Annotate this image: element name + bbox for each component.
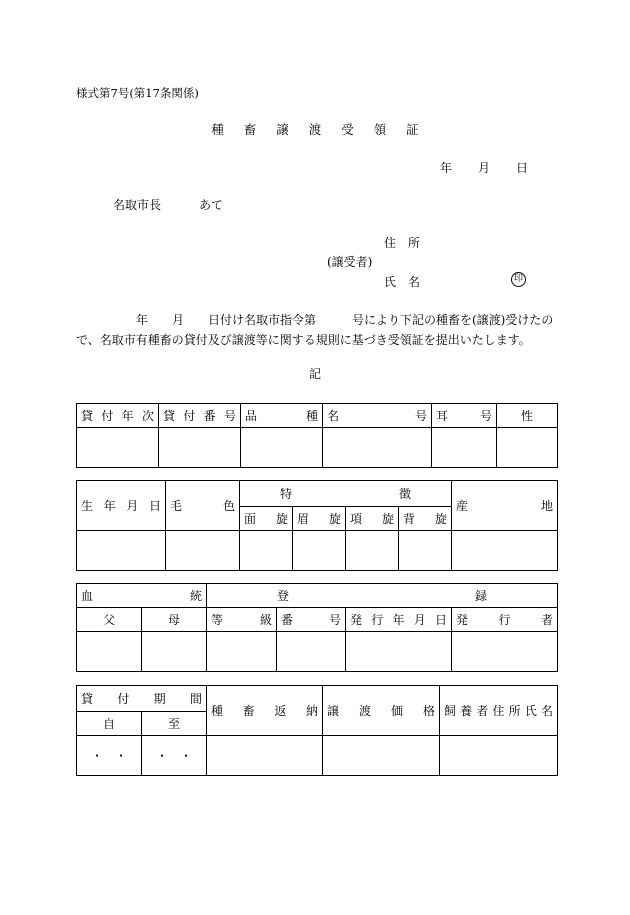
cell-transfer-price[interactable] (323, 736, 440, 776)
header-back-whorl: 背旋 (399, 507, 452, 531)
header-name: 名号 (323, 404, 432, 428)
header-registration: 登録 (207, 584, 558, 608)
name-label: 氏 名 (384, 275, 421, 289)
cell-loan-number[interactable] (159, 428, 241, 468)
cell-birthdate[interactable] (77, 531, 166, 571)
cell-ear-number[interactable] (432, 428, 497, 468)
table-loan-info (76, 403, 558, 468)
table-loan-period (76, 685, 558, 776)
header-keeper: 飼養者住所氏名 (440, 686, 558, 736)
cell-grade[interactable] (207, 632, 277, 672)
cell-neck-whorl[interactable] (346, 531, 399, 571)
body-line-1: 年 月 日付け名取市指令第 号により下記の種畜を(譲渡)受けたの (136, 313, 554, 327)
header-face-whorl: 面旋 (240, 507, 293, 531)
header-dam: 母 (142, 608, 207, 632)
cell-face-whorl[interactable] (240, 531, 293, 571)
cell-back-whorl[interactable] (399, 531, 452, 571)
cell-sex[interactable] (497, 428, 558, 468)
cell-sire[interactable] (77, 632, 142, 672)
table-features (76, 480, 558, 571)
cell-reg-number[interactable] (277, 632, 346, 672)
header-features: 特徴 (240, 481, 452, 507)
cell-to[interactable]: ・ ・ (142, 736, 207, 776)
date-month: 月 (478, 161, 491, 175)
header-brow-whorl: 眉旋 (293, 507, 346, 531)
assignee-label: (譲受者) (327, 255, 373, 269)
cell-origin[interactable] (452, 531, 558, 571)
cell-issue-date[interactable] (346, 632, 452, 672)
recipient-suffix: あて (199, 198, 224, 212)
header-grade: 等級 (207, 608, 277, 632)
header-coat-color: 毛色 (166, 481, 240, 531)
header-loan-year: 貸付年次 (77, 404, 159, 428)
cell-keeper[interactable] (440, 736, 558, 776)
cell-issuer[interactable] (452, 632, 558, 672)
cell-from[interactable]: ・ ・ (77, 736, 142, 776)
date-line (440, 162, 528, 174)
cell-coat-color[interactable] (166, 531, 240, 571)
form-number: 様式第7号(第17条関係) (76, 86, 199, 100)
cell-breed[interactable] (241, 428, 323, 468)
cell-name[interactable] (323, 428, 432, 468)
header-from: 自 (77, 712, 142, 736)
header-neck-whorl: 項旋 (346, 507, 399, 531)
header-to: 至 (142, 712, 207, 736)
header-sex: 性 (497, 404, 558, 428)
header-loan-period: 貸付期間 (77, 686, 207, 712)
address-label: 住 所 (384, 236, 421, 250)
header-issue-date: 発行年月日 (346, 608, 452, 632)
header-sire: 父 (77, 608, 142, 632)
header-ear-number: 耳号 (432, 404, 497, 428)
header-birthdate: 生年月日 (77, 481, 166, 531)
date-year: 年 (440, 161, 453, 175)
ki-heading: 記 (309, 367, 322, 381)
recipient: 名取市長 (113, 198, 162, 212)
table-lineage (76, 583, 558, 672)
cell-dam[interactable] (142, 632, 207, 672)
header-breed: 品種 (241, 404, 323, 428)
header-issuer: 発行者 (452, 608, 558, 632)
body-paragraph (76, 310, 556, 350)
body-line-2: で、名取市有種畜の貸付及び譲渡等に関する規則に基づき受領証を提出いたします。 (76, 333, 531, 347)
cell-return[interactable] (207, 736, 323, 776)
header-lineage: 血統 (77, 584, 207, 608)
header-loan-number: 貸付番号 (159, 404, 241, 428)
seal-icon: 印 (511, 272, 526, 287)
cell-loan-year[interactable] (77, 428, 159, 468)
cell-brow-whorl[interactable] (293, 531, 346, 571)
header-transfer-price: 譲渡価格 (323, 686, 440, 736)
date-day: 日 (516, 161, 529, 175)
header-reg-number: 番号 (277, 608, 346, 632)
recipient-line (113, 199, 223, 211)
header-return: 種畜返納 (207, 686, 323, 736)
document-title: 種 畜 譲 渡 受 領 証 (211, 122, 427, 137)
header-origin: 産地 (452, 481, 558, 531)
